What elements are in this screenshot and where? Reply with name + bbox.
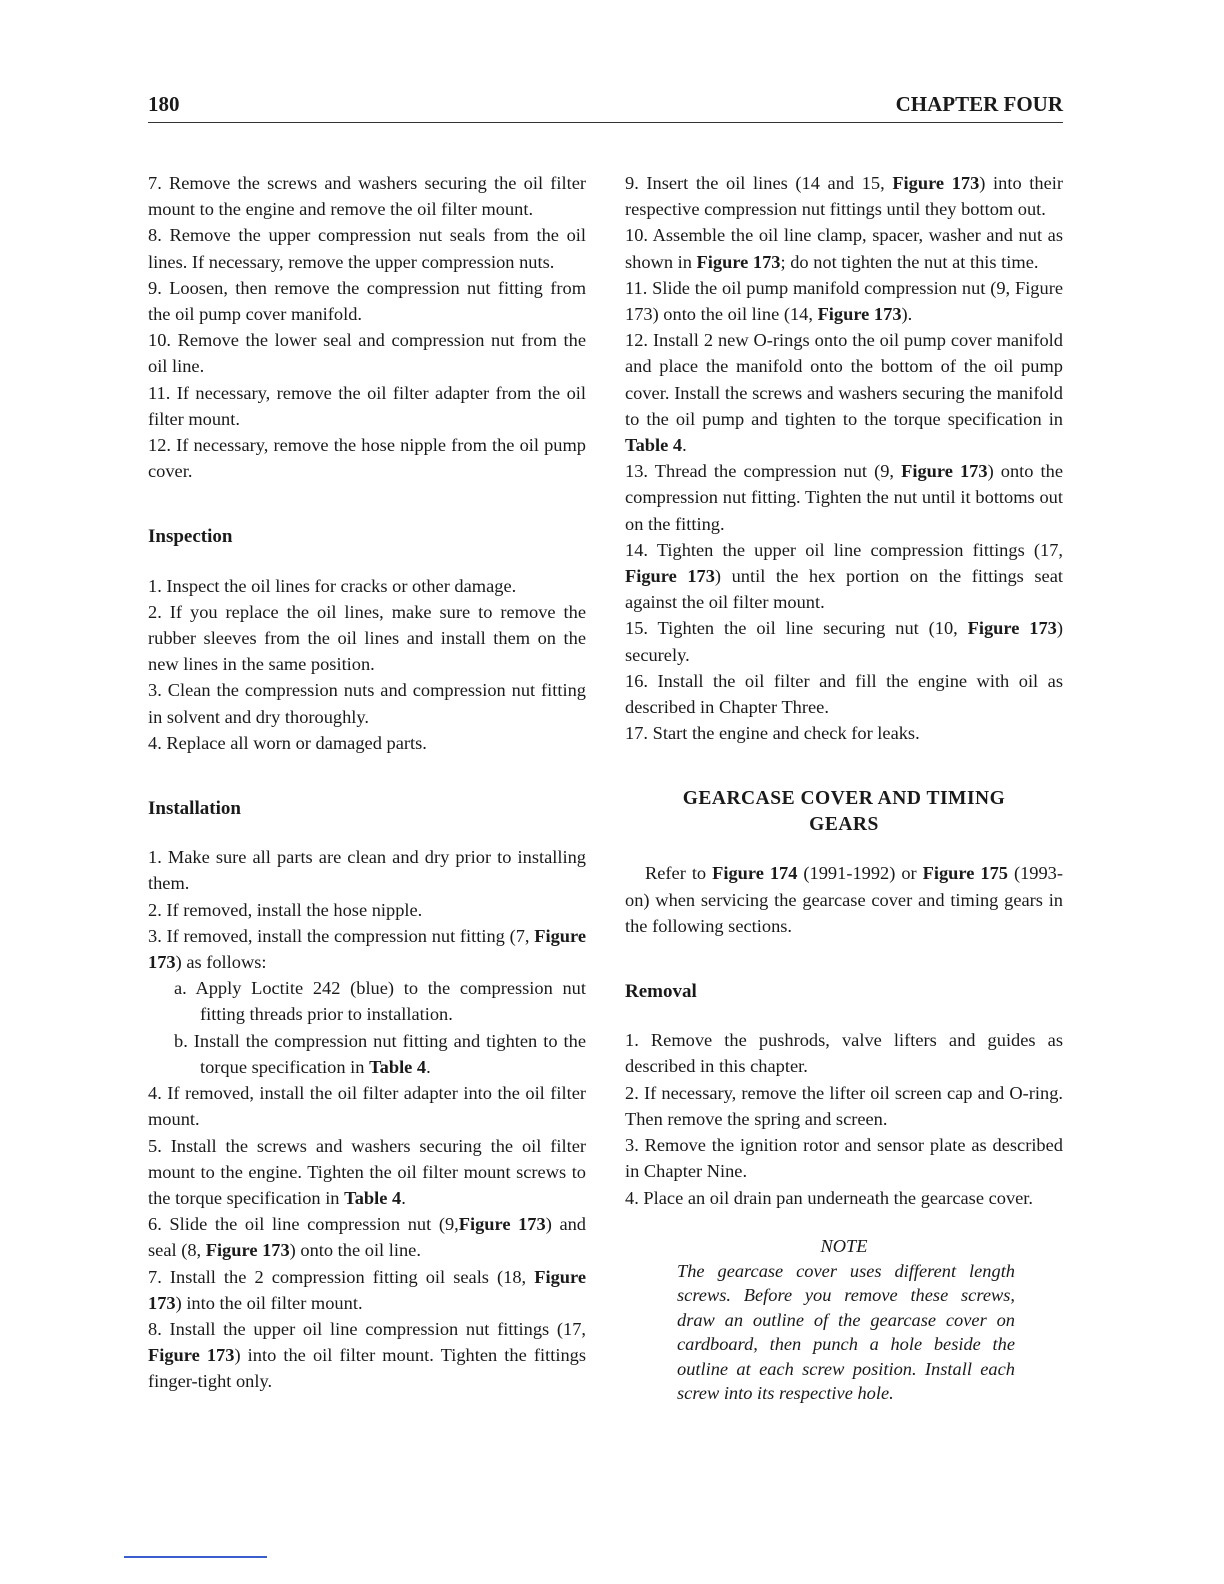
list-item: 16. Install the oil filter and fill the engine with oil as described in Chapter Three. xyxy=(625,670,1063,718)
list-item: 1. Make sure all parts are clean and dry prior to installing them. xyxy=(148,847,586,894)
list-item: 10. Remove the lower seal and compression nut from the oil line. xyxy=(148,330,586,377)
footer-rule xyxy=(124,1556,267,1558)
list-item: 1. Inspect the oil lines for cracks or other damage. xyxy=(148,575,517,596)
list-item: 15. Tighten the oil line securing nut (10, Figure 173) securely. xyxy=(625,618,1063,665)
list-item: 14. Tighten the upper oil line compression fittings (17, Figure 173) until the hex portion on the fittings seat against the oil filter mount. xyxy=(625,539,1063,613)
list-item: 9. Insert the oil lines (14 and 15, Figure 173) into their respective compression nut fittings until they bottom out. xyxy=(625,173,1063,220)
list-item: 3. If removed, install the compression nut fitting (7, Figure 173) as follows: xyxy=(148,925,587,973)
list-item: 2. If you replace the oil lines, make sure to remove the rubber sleeves from the oil lines and install them on the new lines in the same position. xyxy=(148,601,586,675)
list-item: 4. If removed, install the oil filter adapter into the oil filter mount. xyxy=(148,1083,586,1130)
list-item: 6. Slide the oil line compression nut (9,Figure 173) and seal (8, Figure 173) onto the oil line. xyxy=(148,1214,586,1261)
list-item: 8. Remove the upper compression nut seals from the oil lines. If necessary, remove the upper compression nuts. xyxy=(148,225,586,272)
list-item: 12. Install 2 new O-rings onto the oil pump cover manifold and place the manifold onto the bottom of the oil pump cover. Install the screws and washers securing the manifold to the oil pump and tighten to the torque specification in Table 4. xyxy=(625,330,1063,456)
list-item: 10. Assemble the oil line clamp, spacer, washer and nut as shown in Figure 173; do not tighten the nut at this time. xyxy=(625,225,1063,272)
note-body: The gearcase cover uses different length screws. Before you remove these screws, draw an outline of the gearcase cover on cardboard, then punch a hole beside the outline at each screw position. Install each screw into its respective hole. xyxy=(677,1260,1015,1404)
right-column xyxy=(625,170,1063,1406)
list-item: 3. Clean the compression nuts and compression nut fitting in solvent and dry thoroughly. xyxy=(148,680,586,727)
list-item: 11. Slide the oil pump manifold compression nut (9, Figure 173) onto the oil line (14, Figure 173). xyxy=(625,277,1063,325)
list-item: 7. Remove the screws and washers securing the oil filter mount to the engine and remove the oil filter mount. xyxy=(148,173,586,220)
inspection-heading: Inspection xyxy=(148,526,233,548)
list-item: 4. Replace all worn or damaged parts. xyxy=(148,732,427,753)
list-item: 11. If necessary, remove the oil filter adapter from the oil filter mount. xyxy=(148,382,586,429)
list-item: 9. Loosen, then remove the compression nut fitting from the oil pump cover manifold. xyxy=(148,277,586,325)
page-number: 180 xyxy=(148,92,180,116)
note-title: NOTE xyxy=(820,1235,868,1256)
page-header xyxy=(148,92,1063,123)
list-item: 7. Install the 2 compression fitting oil seals (18, Figure 173) into the oil filter mount. xyxy=(148,1266,586,1313)
list-item: 5. Install the screws and washers securing the oil filter mount to the engine. Tighten the oil filter mount screws to the torque specification in Table 4. xyxy=(148,1135,586,1208)
removal-heading: Removal xyxy=(625,981,697,1003)
list-item: 3. Remove the ignition rotor and sensor plate as described in Chapter Nine. xyxy=(625,1135,1063,1182)
left-column xyxy=(148,170,586,1395)
list-item: 2. If necessary, remove the lifter oil screen cap and O-ring. Then remove the spring and screen. xyxy=(625,1082,1063,1129)
intro-paragraph: Refer to Figure 174 (1991-1992) or Figure 175 (1993-on) when servicing the gearcase cover and timing gears in the following sections. xyxy=(625,863,1063,936)
list-item: 13. Thread the compression nut (9, Figure 173) onto the compression nut fitting. Tighten the nut until it bottoms out on the fitting. xyxy=(625,461,1064,534)
list-subitem: b. Install the compression nut fitting and tighten to the torque specification in Table 4. xyxy=(174,1030,586,1077)
section-title: GEARCASE COVER AND TIMING GEARS xyxy=(682,788,1006,836)
list-item: 1. Remove the pushrods, valve lifters and guides as described in this chapter. xyxy=(625,1030,1063,1077)
list-item: 12. If necessary, remove the hose nipple from the oil pump cover. xyxy=(148,435,586,482)
chapter-title: CHAPTER FOUR xyxy=(895,92,1063,116)
installation-heading: Installation xyxy=(148,798,241,820)
list-item: 4. Place an oil drain pan underneath the gearcase cover. xyxy=(625,1187,1034,1208)
list-item: 17. Start the engine and check for leaks. xyxy=(625,723,920,744)
list-item: 8. Install the upper oil line compression nut fittings (17, Figure 173) into the oil filter mount. Tighten the fittings finger-tight only. xyxy=(148,1318,586,1392)
list-subitem: a. Apply Loctite 242 (blue) to the compression nut fitting threads prior to installation. xyxy=(174,978,586,1025)
list-item: 2. If removed, install the hose nipple. xyxy=(148,899,423,920)
